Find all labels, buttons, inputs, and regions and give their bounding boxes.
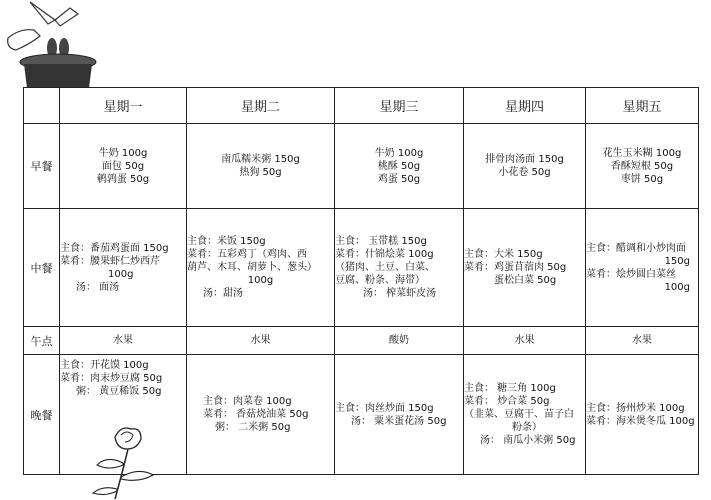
menu-line: 枣饼 50g [620, 173, 664, 185]
breakfast-cell [187, 124, 335, 209]
header-row [24, 88, 699, 124]
breakfast-cell [335, 124, 464, 209]
snack-cell: 水果 [187, 327, 335, 355]
menu-line: 菜肴：五彩鸡丁（鸡肉、西 [187, 249, 307, 260]
menu-line: 南瓜糯米粥 150g [221, 154, 300, 165]
menu-line: 菜肴：烩炒圆白菜丝 [586, 268, 676, 280]
menu-line: 主食：扬州炒米 100g [586, 402, 685, 414]
menu-line: 100g [247, 275, 274, 286]
menu-line: 汤： 粟米蛋花汤 50g [351, 415, 447, 427]
snack-cell: 酸奶 [335, 327, 464, 355]
day-header: 星期三 [335, 88, 464, 124]
menu-line: 葫芦、木耳、胡萝卜、葱头） [187, 262, 317, 273]
breakfast-row [24, 124, 699, 209]
menu-line: 菜肴： 炒合菜 50g [464, 396, 550, 407]
breakfast-cell [586, 124, 699, 209]
menu-line: 150g [664, 255, 690, 267]
day-header: 星期二 [187, 88, 335, 124]
menu-line: 桃酥 50g [377, 160, 421, 172]
menu-line: 主食：醋调和小炒肉面 [586, 242, 686, 254]
dinner-cell [586, 355, 699, 475]
menu-line: 粥： 二米粥 50g [215, 422, 291, 433]
menu-line: 鸡蛋 50g [377, 173, 421, 185]
lunch-cell [60, 209, 187, 327]
snack-cell: 水果 [60, 327, 187, 355]
menu-line: 牛奶 100g [374, 147, 424, 159]
menu-line: 牛奶 100g [98, 147, 148, 159]
menu-line: 菜肴：鸡蛋苜蓿肉 50g [464, 262, 567, 273]
day-header: 星期五 [586, 88, 699, 124]
menu-line: 菜肴： 香菇烧油菜 50g [203, 409, 309, 420]
menu-line: 粥： 黄豆稀饭 50g [76, 386, 162, 397]
lunch-cell [586, 209, 699, 327]
menu-line: 鹌鹑蛋 50g [96, 173, 150, 185]
meal-label-snack: 午点 [24, 327, 60, 355]
snack-cell: 水果 [586, 327, 699, 355]
lunch-cell [335, 209, 464, 327]
menu-line: 100g [664, 281, 690, 293]
menu-line: 主食：大米 150g [464, 249, 543, 260]
menu-line: 主食：肉丝炒面 150g [335, 402, 434, 414]
breakfast-cell [464, 124, 586, 209]
menu-line: （韭菜、豆腐干、苗子白 [464, 409, 574, 420]
menu-line: 汤： 榨菜虾皮汤 [363, 288, 437, 299]
corner-cell [24, 88, 60, 124]
dinner-cell [187, 355, 335, 475]
day-header: 星期四 [464, 88, 586, 124]
dinner-cell [464, 355, 586, 475]
meal-label-lunch: 中餐 [24, 209, 60, 327]
snack-cell: 水果 [464, 327, 586, 355]
lunch-cell [187, 209, 335, 327]
menu-line: 面包 50g [101, 160, 145, 172]
menu-line: 主食：番茄鸡蛋面 150g [60, 242, 169, 254]
menu-line: 汤： 面汤 [76, 281, 120, 293]
menu-line: 主食：肉菜卷 100g [203, 396, 292, 407]
meal-label-dinner: 晚餐 [24, 355, 60, 475]
meal-label-breakfast: 早餐 [24, 124, 60, 209]
menu-line: 豆腐、粉条、海带） [335, 275, 425, 286]
menu-line: 汤： 南瓜小米粥 50g [480, 435, 576, 446]
menu-line: 香酥短根 50g [610, 160, 674, 172]
menu-line: 小花卷 50g [498, 167, 551, 178]
menu-line: 菜肴：腰果虾仁炒西芹 [60, 255, 160, 267]
menu-line: 100g [108, 268, 134, 280]
rose-illustration [75, 415, 180, 500]
menu-line: 排骨肉汤面 150g [485, 154, 564, 165]
menu-line: 菜肴：海米煲冬瓜 100g [586, 415, 695, 427]
day-header: 星期一 [60, 88, 187, 124]
menu-line: 花生玉米糊 100g [602, 147, 682, 159]
lunch-cell [464, 209, 586, 327]
menu-line: 菜肴：什锦烩菜 100g [335, 249, 434, 260]
dinner-cell [335, 355, 464, 475]
menu-line: 主食： 糖三角 100g [464, 383, 556, 394]
menu-line: 蛋松白菜 50g [494, 275, 557, 286]
breakfast-cell [60, 124, 187, 209]
snack-row [24, 327, 699, 355]
menu-line: 主食：米饭 150g [187, 236, 266, 247]
menu-line: （猪肉、土豆、白菜、 [335, 262, 435, 273]
menu-line: 汤：甜汤 [203, 288, 243, 299]
menu-line: 粉条） [512, 422, 542, 433]
menu-line: 热狗 50g [239, 167, 282, 178]
lunch-row [24, 209, 699, 327]
menu-line: 菜肴：肉末炒豆腐 50g [60, 373, 163, 384]
menu-line: 主食：开花馍 100g [60, 360, 149, 371]
menu-line: 主食： 玉带糕 150g [335, 236, 427, 247]
